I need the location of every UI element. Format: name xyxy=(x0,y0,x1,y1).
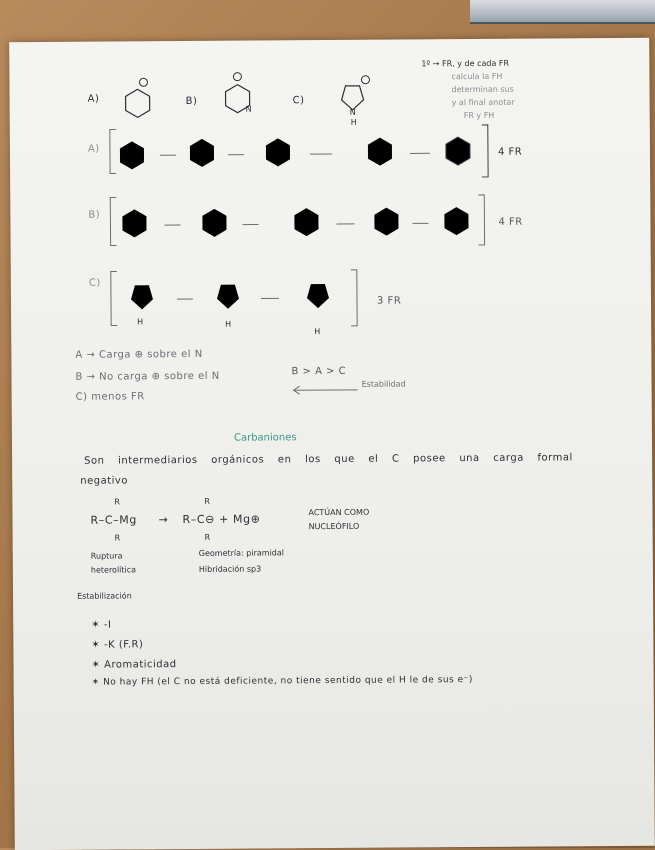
acts-as-line-1: ACTÚAN COMO xyxy=(308,508,369,517)
reaction-product-r-bottom: R xyxy=(205,533,211,542)
summary-line-3: C) menos FR xyxy=(76,391,145,402)
note-line-1: 1º → FR, y de cada FR xyxy=(421,59,509,69)
carbaniones-title: Carbaniones xyxy=(234,432,297,443)
resonance-c-h1: H xyxy=(137,317,143,326)
pyrrole-c-h: H xyxy=(351,118,357,127)
rupture-line-2: heterolítica xyxy=(91,565,136,574)
resonance-c-count: 3 FR xyxy=(377,296,401,307)
carbaniones-definition-2: negativo xyxy=(80,475,128,486)
resonance-c-structures xyxy=(111,262,371,334)
summary-line-1: A → Carga ⊕ sobre el N xyxy=(75,349,202,361)
carbaniones-definition-1: Son intermediarios orgánicos en los que el C posee una carga formal xyxy=(84,452,573,466)
reaction-product-r-top: R xyxy=(204,497,210,506)
stabilization-item-4: ✶ No hay FH (el C no está deficiente, no tiene sentido que el H le de sus e⁻) xyxy=(92,675,473,688)
pyrrole-c-n: N xyxy=(350,108,356,117)
notebook-page xyxy=(9,38,655,850)
reaction-r-bottom: R xyxy=(115,533,121,542)
resonance-b-label: B) xyxy=(88,210,100,221)
reaction-reactant: R–C–Mg xyxy=(90,513,136,526)
acts-as-line-2: NUCLEÓFILO xyxy=(309,522,360,531)
note-line-2: calcula la FH xyxy=(451,72,502,81)
resonance-a-count: 4 FR xyxy=(498,147,522,158)
stability-arrow xyxy=(292,385,362,395)
structure-c-label: C) xyxy=(293,95,305,106)
resonance-b-structures xyxy=(110,187,490,254)
rupture-line-1: Ruptura xyxy=(91,551,123,560)
resonance-a-structures xyxy=(110,119,510,182)
geometry-line-1: Geometría: piramidal xyxy=(199,548,284,558)
structure-a-label: A) xyxy=(88,94,100,105)
summary-line-2: B → No carga ⊕ sobre el N xyxy=(75,371,219,383)
resonance-c-label: C) xyxy=(89,278,101,289)
resonance-c-h2: H xyxy=(225,320,231,329)
stability-label: Estabilidad xyxy=(362,379,406,388)
stabilization-item-2: ✶ -K (F.R) xyxy=(91,639,143,650)
geometry-line-2: Hibridación sp3 xyxy=(199,564,261,573)
reaction-r-top: R xyxy=(114,497,120,506)
reaction-product: R–C⊖ + Mg⊕ xyxy=(182,513,260,527)
note-line-3: determinan sus xyxy=(451,85,513,94)
resonance-c-h3: H xyxy=(314,327,320,336)
pyridine-b-n: N xyxy=(246,105,252,114)
resonance-a-label: A) xyxy=(88,144,100,155)
structure-b-label: B) xyxy=(186,96,198,107)
stability-order: B > A > C xyxy=(291,366,346,377)
stabilization-item-3: ✶ Aromaticidad xyxy=(91,659,176,671)
resonance-b-count: 4 FR xyxy=(498,217,522,228)
reaction-arrow: → xyxy=(158,513,168,526)
stabilization-item-1: ✶ -I xyxy=(91,620,111,631)
note-line-5: FR y FH xyxy=(464,111,495,120)
pyridine-b-drawing xyxy=(219,70,259,116)
note-line-4: y al final anotar xyxy=(452,98,515,107)
booklet-corner xyxy=(470,0,655,24)
pyridinium-a-drawing xyxy=(117,75,157,119)
stabilization-title: Estabilización xyxy=(77,591,132,600)
